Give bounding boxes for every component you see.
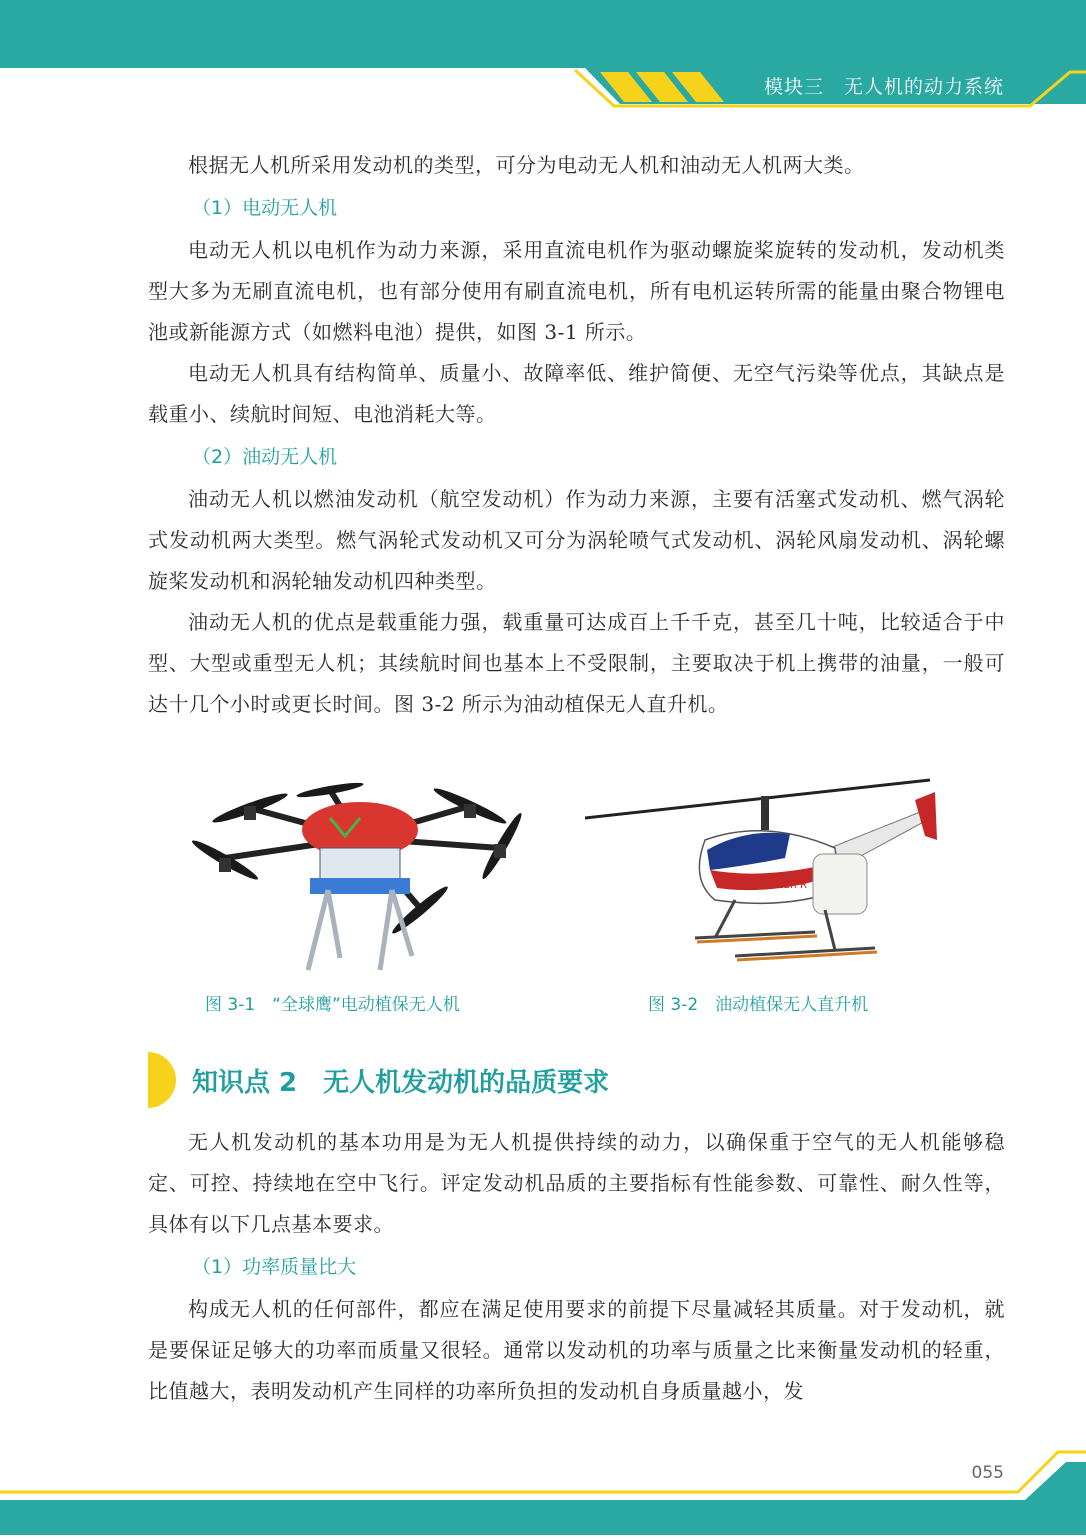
body-section-2 [148, 1122, 1005, 1412]
helicopter-logo: FAZER R [765, 880, 807, 891]
section-marker-icon [148, 1052, 178, 1108]
power-ratio-paragraph: 构成无人机的任何部件，都应在满足使用要求的前提下尽量减轻其质量。对于发动机，就是要保证足够大的功率而质量又很轻。通常以发动机的功率与质量之比来衡量发动机的轻重，比值越大，表明发动机产生同样的功率所负担的发动机自身质量越小，发 [148, 1297, 1005, 1403]
section-paragraph-1: 无人机发动机的基本功用是为无人机提供持续的动力，以确保重于空气的无人机能够稳定、可控、持续地在空中飞行。评定发动机品质的主要指标有性能参数、可靠性、耐久性等，具体有以下几点基本要求。 [148, 1130, 1005, 1236]
power-ratio-heading: （1）功率质量比大 [192, 1256, 357, 1278]
electric-paragraph-1: 电动无人机以电机作为动力来源，采用直流电机作为驱动螺旋桨旋转的发动机，发动机类型大多为无刷直流电机，也有部分使用有刷直流电机，所有电机运转所需的能量由聚合物锂电池或新能源方式（如燃料电池）提供，如图 3-1 所示。 [148, 238, 1005, 344]
intro-paragraph: 根据无人机所采用发动机的类型，可分为电动无人机和油动无人机两大类。 [188, 153, 865, 177]
footer-banner [0, 1440, 1086, 1535]
electric-heading: （1）电动无人机 [192, 197, 338, 219]
section-title: 知识点 2 无人机发动机的品质要求 [192, 1068, 610, 1098]
chapter-title: 模块三 无人机的动力系统 [763, 76, 1004, 98]
fuel-heading: （2）油动无人机 [192, 446, 338, 468]
body-section-1 [148, 145, 1005, 725]
section-heading [148, 1052, 848, 1108]
page-header [0, 0, 1086, 110]
hexacopter-illustration [180, 778, 540, 978]
figure-1-caption: 图 3-1 “全球鹰”电动植保无人机 [205, 995, 460, 1015]
electric-paragraph-2: 电动无人机具有结构简单、质量小、故障率低、维护简便、无空气污染等优点，其缺点是载重小、续航时间短、电池消耗大等。 [148, 361, 1005, 426]
page-number: 055 [971, 1463, 1004, 1483]
fuel-paragraph-1: 油动无人机以燃油发动机（航空发动机）作为动力来源，主要有活塞式发动机、燃气涡轮式发动机两大类型。燃气涡轮式发动机又可分为涡轮喷气式发动机、涡轮风扇发动机、涡轮螺旋桨发动机和涡轮轴发动机四种类型。 [148, 487, 1005, 593]
page-footer [0, 1440, 1086, 1535]
figure-electric-drone [180, 778, 540, 982]
fuel-paragraph-2: 油动无人机的优点是载重能力强，载重量可达成百上千千克，甚至几十吨，比较适合于中型、大型或重型无人机；其续航时间也基本上不受限制，主要取决于机上携带的油量，一般可达十几个小时或更长时间。图 3-2 所示为油动植保无人直升机。 [148, 610, 1005, 716]
figure-2-caption: 图 3-2 油动植保无人直升机 [648, 995, 869, 1015]
figure-fuel-helicopter [585, 770, 945, 979]
helicopter-illustration [585, 770, 945, 975]
